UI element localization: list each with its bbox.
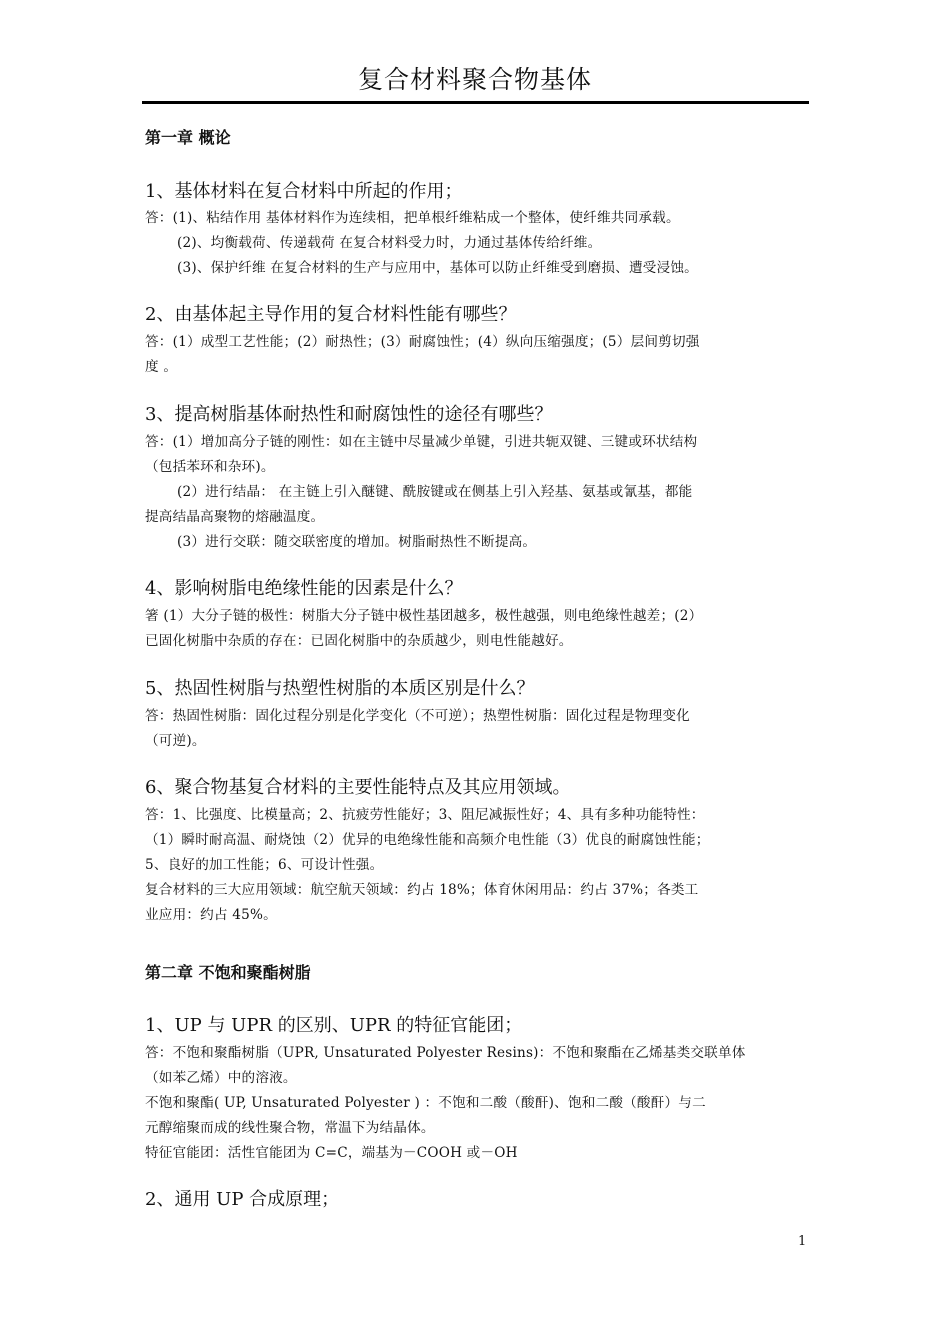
answer-line: （可逆)。 bbox=[145, 733, 206, 749]
question-1-5: 5、热固性树脂与热塑性树脂的本质区别是什么？ bbox=[145, 678, 535, 699]
answer-line: (2）进行结晶： 在主链上引入醚键、酰胺键或在侧基上引入羟基、氨基或氰基，都能 bbox=[177, 484, 693, 500]
page-number: 1 bbox=[798, 1234, 807, 1249]
answer-line: 业应用：约占 45%。 bbox=[145, 907, 277, 923]
question-1-6: 6、聚合物基复合材料的主要性能特点及其应用领域。 bbox=[145, 777, 571, 798]
answer-line: 复合材料的三大应用领域：航空航天领域：约占 18%；体育休闲用品：约占 37%；各类工 bbox=[145, 882, 699, 898]
answer-line: （如苯乙烯）中的溶液。 bbox=[145, 1070, 297, 1086]
answer-line: 不饱和聚酯( UP, Unsaturated Polyester ) ：不饱和二酸（酸酐)、饱和二酸（酸酐）与二 bbox=[145, 1095, 706, 1111]
answer-line: 答：热固性树脂：固化过程分别是化学变化（不可逆）；热塑性树脂：固化过程是物理变化 bbox=[145, 708, 690, 724]
answer-line: 答：(1)、粘结作用 基体材料作为连续相，把单根纤维粘成一个整体，使纤维共同承载。 bbox=[145, 210, 680, 226]
answer-line: 度 。 bbox=[145, 359, 178, 375]
answer-line: (3)、保护纤维 在复合材料的生产与应用中，基体可以防止纤维受到磨损、遭受浸蚀。 bbox=[177, 260, 698, 276]
question-1-2: 2、由基体起主导作用的复合材料性能有哪些？ bbox=[145, 304, 517, 325]
answer-line: 已固化树脂中杂质的存在：已固化树脂中的杂质越少，则电性能越好。 bbox=[145, 633, 573, 649]
answer-line: 特征官能团：活性官能团为 C=C，端基为－COOH 或－OH bbox=[145, 1145, 518, 1161]
answer-line: 答：(1）成型工艺性能；(2）耐热性；(3）耐腐蚀性；(4）纵向压缩强度；(5）层间剪切强 bbox=[145, 334, 700, 350]
chapter-2-heading: 第二章 不饱和聚酯树脂 bbox=[145, 963, 311, 982]
answer-line: （1）瞬时耐高温、耐烧蚀（2）优异的电绝缘性能和高频介电性能（3）优良的耐腐蚀性能； bbox=[145, 832, 710, 848]
chapter-1-heading: 第一章 概论 bbox=[145, 128, 231, 147]
answer-line: 提高结晶高聚物的熔融温度。 bbox=[145, 509, 325, 525]
question-1-1: 1、基体材料在复合材料中所起的作用； bbox=[145, 181, 463, 202]
answer-line: 元醇缩聚而成的线性聚合物，常温下为结晶体。 bbox=[145, 1120, 435, 1136]
document-title: 复合材料聚合物基体 bbox=[357, 65, 592, 94]
title-divider bbox=[142, 101, 809, 104]
answer-line: 答：(1）增加高分子链的刚性：如在主链中尽量减少单键，引进共轭双键、三键或环状结构 bbox=[145, 434, 698, 450]
answer-line: 5、良好的加工性能；6、可设计性强。 bbox=[145, 857, 384, 873]
question-1-4: 4、影响树脂电绝缘性能的因素是什么？ bbox=[145, 578, 463, 599]
answer-line: 箸 (1）大分子链的极性：树脂大分子链中极性基团越多，极性越强，则电绝缘性越差；(2） bbox=[145, 608, 703, 624]
answer-line: 答：1、比强度、比模量高；2、抗疲劳性能好；3、阻尼减振性好；4、具有多种功能特性： bbox=[145, 807, 705, 823]
answer-line: (2)、均衡载荷、传递载荷 在复合材料受力时，力通过基体传给纤维。 bbox=[177, 235, 602, 251]
answer-line: 答：不饱和聚酯树脂（UPR, Unsaturated Polyester Resins)：不饱和聚酯在乙烯基类交联单体 bbox=[145, 1045, 746, 1061]
question-2-1: 1、UP 与 UPR 的区别、UPR 的特征官能团； bbox=[145, 1015, 523, 1036]
question-2-2: 2、通用 UP 合成原理； bbox=[145, 1189, 340, 1210]
answer-line: (3）进行交联：随交联密度的增加。树脂耐热性不断提高。 bbox=[177, 534, 537, 550]
answer-line: （包括苯环和杂环)。 bbox=[145, 459, 275, 475]
question-1-3: 3、提高树脂基体耐热性和耐腐蚀性的途径有哪些？ bbox=[145, 404, 553, 425]
